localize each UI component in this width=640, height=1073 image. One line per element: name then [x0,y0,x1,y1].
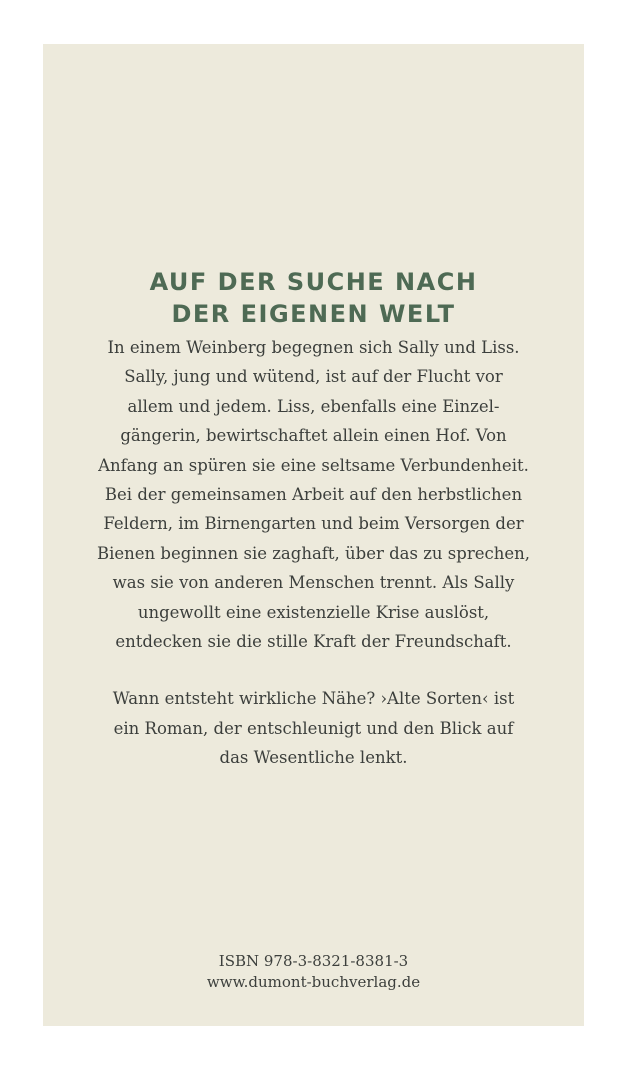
blurb-line: was sie von anderen Menschen trennt. Als Sally [112,573,515,593]
blurb-line: Bei der gemeinsamen Arbeit auf den herbstlichen [104,485,523,505]
blurb-line: Feldern, im Birnengarten und beim Versorgen der [103,514,524,534]
blurb-line: Anfang an spüren sie eine seltsame Verbundenheit. [98,455,529,475]
cover-heading [43,266,584,330]
blurb-paragraph-2 [43,684,584,772]
blurb-text [43,333,584,773]
blurb-line: In einem Weinberg begegnen sich Sally und Liss. [107,338,520,357]
heading-line-2: DER EIGENEN WELT [171,300,456,328]
blurb-line: ungewollt eine existenzielle Krise auslöst, [137,602,490,622]
blurb-line: allem und jedem. Liss, ebenfalls eine Einzel- [127,396,500,416]
heading-line-1: AUF DER SUCHE NACH [149,268,478,296]
publisher-website: www.dumont-buchverlag.de [206,973,421,991]
book-back-cover [43,44,584,1026]
blurb-line: Wann entsteht wirkliche Nähe? ›Alte Sorten‹ ist [112,689,515,709]
blurb-line: Sally, jung und wütend, ist auf der Flucht vor [124,367,503,387]
paragraph-gap [43,656,584,684]
blurb-paragraph-1 [43,333,584,656]
blurb-line: gängerin, bewirtschaftet allein einen Hof. Von [120,426,507,446]
blurb-line: ein Roman, der entschleunigt und den Blick auf [113,718,514,738]
blurb-line: Bienen beginnen sie zaghaft, über das zu sprechen, [97,543,530,563]
blurb-line: entdecken sie die stille Kraft der Freundschaft. [115,632,512,652]
publication-info [43,951,584,993]
blurb-line: das Wesentliche lenkt. [219,748,408,768]
isbn: ISBN 978-3-8321-8381-3 [218,952,409,970]
